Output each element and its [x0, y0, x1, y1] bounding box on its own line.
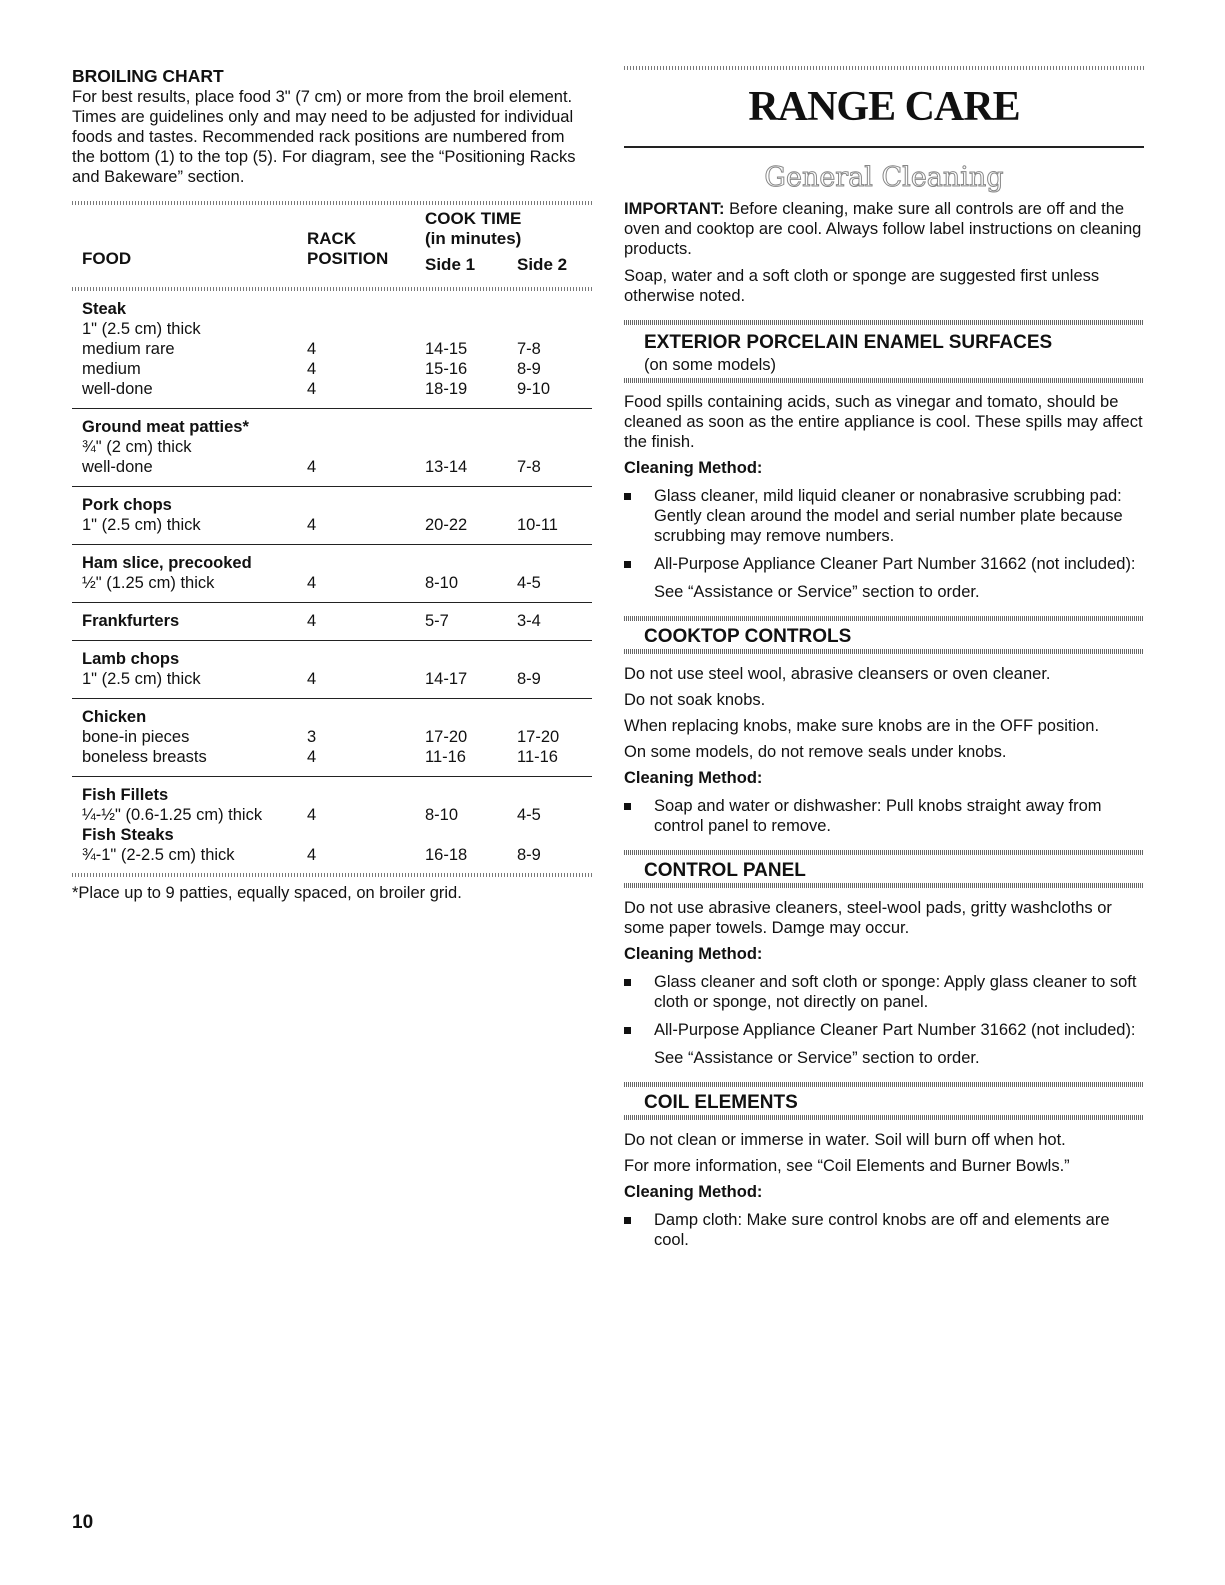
- table-row: [72, 641, 592, 670]
- food-cell: 1" (2.5 cm) thick: [72, 515, 307, 545]
- table-row: [72, 339, 592, 359]
- food-cell: ¾" (2 cm) thick: [82, 438, 192, 456]
- bullet-icon: [624, 1027, 631, 1034]
- cooktop-bullets: [624, 796, 1144, 836]
- broiling-intro: For best results, place food 3" (7 cm) or more from the broil element. Times are guidelines only and may need to be adjusted for individual foods and tastes. Recommended rack positions are numbered from the bottom (1) to the top (5). For diagram, see the “Positioning Racks and Bakeware” section.: [72, 88, 576, 186]
- rack-cell: 4: [307, 747, 425, 777]
- cooktop-controls-heading: COOKTOP CONTROLS: [644, 625, 852, 647]
- bullet-icon: [624, 493, 631, 500]
- divider: [624, 883, 1144, 888]
- side2-cell: [517, 319, 592, 339]
- food-cell: well-done: [72, 457, 307, 487]
- food-cell: boneless breasts: [72, 747, 307, 777]
- divider: [624, 1115, 1144, 1120]
- exterior-heading: EXTERIOR PORCELAIN ENAMEL SURFACES: [644, 331, 1053, 353]
- divider: [624, 616, 1144, 621]
- side2-cell: [517, 291, 592, 319]
- cooktop-line-4: On some models, do not remove seals under knobs.: [624, 742, 1007, 761]
- rack-cell: 4: [307, 360, 317, 378]
- table-row: [72, 359, 592, 379]
- table-row: [72, 699, 592, 728]
- side1-cell: 13-14: [425, 457, 517, 487]
- soap-note: Soap, water and a soft cloth or sponge are suggested first unless otherwise noted.: [624, 266, 1100, 305]
- rack-header-line2: POSITION: [307, 249, 389, 268]
- food-cell: Chicken: [82, 708, 147, 726]
- table-row: [72, 409, 592, 438]
- divider: [624, 320, 1144, 325]
- food-cell: medium: [82, 360, 141, 378]
- control-panel-bullets: [624, 972, 1144, 1040]
- rack-cell: 4: [307, 603, 425, 641]
- broiling-table: [72, 205, 592, 871]
- side1-cell: [425, 641, 517, 670]
- food-cell: medium rare: [82, 340, 175, 358]
- rack-cell: 4: [307, 573, 425, 603]
- table-row: [72, 291, 592, 319]
- side2-cell: 7-8: [517, 457, 592, 487]
- rack-cell: 4: [307, 515, 425, 545]
- food-cell: 1" (2.5 cm) thick: [82, 320, 201, 338]
- food-cell: Fish Fillets: [82, 786, 169, 804]
- food-cell: Fish Steaks: [82, 826, 174, 844]
- side2-cell: [517, 545, 592, 574]
- side2-cell: [517, 409, 592, 438]
- side1-cell: 20-22: [425, 515, 517, 545]
- rack-cell: 4: [307, 669, 425, 699]
- side2-cell: 7-8: [517, 340, 541, 358]
- broiling-table-body: [72, 291, 592, 871]
- side1-cell: 16-18: [425, 846, 468, 864]
- control-panel-method-label: Cleaning Method:: [624, 944, 763, 963]
- coil-method-label: Cleaning Method:: [624, 1182, 763, 1201]
- side2-cell: 8-9: [517, 360, 541, 378]
- coil-bullets: [624, 1210, 1144, 1250]
- rack-cell: [307, 409, 425, 438]
- cook-time-header: COOK TIME: [425, 209, 522, 228]
- side2-cell: [517, 777, 592, 806]
- food-cell: ¼-½" (0.6-1.25 cm) thick: [82, 806, 263, 824]
- side1-cell: [425, 699, 517, 728]
- list-item: Glass cleaner and soft cloth or sponge: Apply glass cleaner to soft cloth or sponge, not directly on panel.: [624, 972, 1144, 1012]
- rack-cell: 4: [307, 340, 317, 358]
- food-cell: 1" (2.5 cm) thick: [72, 669, 307, 699]
- range-care-section: [624, 66, 1144, 1250]
- food-cell: Steak: [82, 300, 127, 318]
- divider: [624, 649, 1144, 654]
- side2-cell: [517, 825, 592, 845]
- side2-cell: 4-5: [517, 806, 541, 824]
- important-note: IMPORTANT: Before cleaning, make sure all controls are off and the oven and cooktop are cool. Always follow label instructions on cleaning products.: [624, 199, 1142, 258]
- side1-cell: 8-10: [425, 573, 517, 603]
- exterior-text: Food spills containing acids, such as vinegar and tomato, should be cleaned as soon as the entire appliance is cool. These spills may affect the finish.: [624, 392, 1143, 451]
- cooktop-method-label: Cleaning Method:: [624, 768, 763, 787]
- side1-cell: [425, 437, 517, 457]
- table-row: [72, 457, 592, 487]
- page-number: 10: [72, 1512, 94, 1533]
- list-item: Damp cloth: Make sure control knobs are off and elements are cool.: [624, 1210, 1144, 1250]
- side1-cell: 18-19: [425, 379, 517, 409]
- broiling-chart-section: [72, 66, 592, 903]
- bullet-icon: [624, 803, 631, 810]
- coil-elements-heading: COIL ELEMENTS: [644, 1091, 798, 1113]
- list-item: Soap and water or dishwasher: Pull knobs straight away from control panel to remove.: [624, 796, 1144, 836]
- side1-cell: [425, 777, 517, 806]
- table-row: [72, 669, 592, 699]
- rack-cell: [307, 699, 425, 728]
- food-cell: ½" (1.25 cm) thick: [72, 573, 307, 603]
- food-cell: Ground meat patties*: [82, 418, 249, 436]
- divider: [624, 66, 1144, 70]
- side1-cell: 11-16: [425, 747, 517, 777]
- rack-cell: 4: [307, 846, 317, 864]
- side2-cell: 8-9: [517, 669, 592, 699]
- side1-cell: 15-16: [425, 360, 468, 378]
- bullet-icon: [624, 561, 631, 568]
- food-cell: Frankfurters: [72, 603, 307, 641]
- exterior-bullets: [624, 486, 1144, 574]
- rack-cell: [307, 319, 425, 339]
- side2-cell: 9-10: [517, 379, 592, 409]
- side2-cell: 4-5: [517, 573, 592, 603]
- table-row: [72, 727, 592, 747]
- broiling-table-header: [72, 205, 592, 291]
- table-row: [72, 777, 592, 806]
- food-header: FOOD: [82, 249, 132, 268]
- side2-header: Side 2: [517, 255, 568, 274]
- list-item: Glass cleaner, mild liquid cleaner or nonabrasive scrubbing pad: Gently clean around the model and serial number plate because scrubbing may remove numbers.: [624, 486, 1144, 546]
- table-row: [72, 487, 592, 516]
- side2-cell: [517, 699, 592, 728]
- table-row: [72, 805, 592, 825]
- exterior-method-label: Cleaning Method:: [624, 458, 763, 477]
- table-row: [72, 319, 592, 339]
- divider: [624, 1082, 1144, 1087]
- title-rule: [624, 146, 1144, 148]
- control-panel-see-note: See “Assistance or Service” section to order.: [654, 1048, 980, 1067]
- side2-cell: 17-20: [517, 728, 560, 746]
- cook-time-unit-header: (in minutes): [425, 229, 522, 248]
- side1-cell: [425, 291, 517, 319]
- food-cell: Pork chops: [82, 496, 172, 514]
- divider: [624, 378, 1144, 383]
- table-row: [72, 825, 592, 845]
- food-cell: well-done: [72, 379, 307, 409]
- broiling-footnote: *Place up to 9 patties, equally spaced, on broiler grid.: [72, 884, 462, 902]
- table-row: [72, 573, 592, 603]
- side2-cell: 11-16: [517, 747, 592, 777]
- side1-cell: 8-10: [425, 806, 459, 824]
- side1-cell: 14-15: [425, 340, 468, 358]
- broiling-chart-title: BROILING CHART: [72, 66, 224, 86]
- bullet-icon: [624, 979, 631, 986]
- table-row: [72, 845, 592, 871]
- side2-cell: [517, 641, 592, 670]
- side1-cell: [425, 825, 517, 845]
- side1-header: Side 1: [425, 255, 476, 274]
- side2-cell: [517, 487, 592, 516]
- table-row: [72, 747, 592, 777]
- bullet-icon: [624, 1217, 631, 1224]
- rack-header-line1: RACK: [307, 229, 357, 248]
- coil-line-2: For more information, see “Coil Elements and Burner Bowls.”: [624, 1156, 1070, 1175]
- side1-cell: [425, 487, 517, 516]
- rack-cell: [307, 487, 425, 516]
- exterior-see-note: See “Assistance or Service” section to order.: [654, 582, 980, 601]
- table-row: [72, 379, 592, 409]
- food-cell: bone-in pieces: [82, 728, 190, 746]
- coil-line-1: Do not clean or immerse in water. Soil will burn off when hot.: [624, 1130, 1066, 1149]
- range-care-title: RANGE CARE: [748, 84, 1020, 130]
- general-cleaning-subtitle: General Cleaning: [764, 161, 1004, 193]
- cooktop-line-1: Do not use steel wool, abrasive cleansers or oven cleaner.: [624, 664, 1051, 683]
- control-panel-heading: CONTROL PANEL: [644, 859, 806, 881]
- side1-cell: 5-7: [425, 603, 517, 641]
- list-item: All-Purpose Appliance Cleaner Part Number 31662 (not included):: [624, 1020, 1144, 1040]
- rack-cell: 4: [307, 457, 425, 487]
- side1-cell: [425, 319, 517, 339]
- side2-cell: [517, 437, 592, 457]
- rack-cell: 4: [307, 806, 317, 824]
- rack-cell: [307, 825, 425, 845]
- food-cell: ¾-1" (2-2.5 cm) thick: [82, 846, 235, 864]
- rack-cell: [307, 545, 425, 574]
- rack-cell: 3: [307, 728, 317, 746]
- table-row: [72, 603, 592, 641]
- rack-cell: [307, 777, 425, 806]
- side2-cell: 3-4: [517, 603, 592, 641]
- rack-cell: [307, 437, 425, 457]
- divider: [72, 873, 592, 877]
- cooktop-line-3: When replacing knobs, make sure knobs are in the OFF position.: [624, 716, 1100, 735]
- table-row: [72, 515, 592, 545]
- exterior-subheading: (on some models): [644, 355, 777, 374]
- control-panel-text: Do not use abrasive cleaners, steel-wool pads, gritty washcloths or some paper towels. Damge may occur.: [624, 898, 1112, 937]
- food-cell: Lamb chops: [82, 650, 180, 668]
- table-row: [72, 437, 592, 457]
- side1-cell: 17-20: [425, 728, 468, 746]
- divider: [624, 850, 1144, 855]
- side2-cell: 10-11: [517, 515, 592, 545]
- side1-cell: [425, 409, 517, 438]
- rack-cell: [307, 291, 425, 319]
- table-row: [72, 545, 592, 574]
- rack-cell: [307, 641, 425, 670]
- side1-cell: [425, 545, 517, 574]
- food-cell: Ham slice, precooked: [82, 554, 252, 572]
- cooktop-line-2: Do not soak knobs.: [624, 690, 766, 709]
- side1-cell: 14-17: [425, 669, 517, 699]
- rack-cell: 4: [307, 379, 425, 409]
- side2-cell: 8-9: [517, 846, 541, 864]
- list-item: All-Purpose Appliance Cleaner Part Number 31662 (not included):: [624, 554, 1144, 574]
